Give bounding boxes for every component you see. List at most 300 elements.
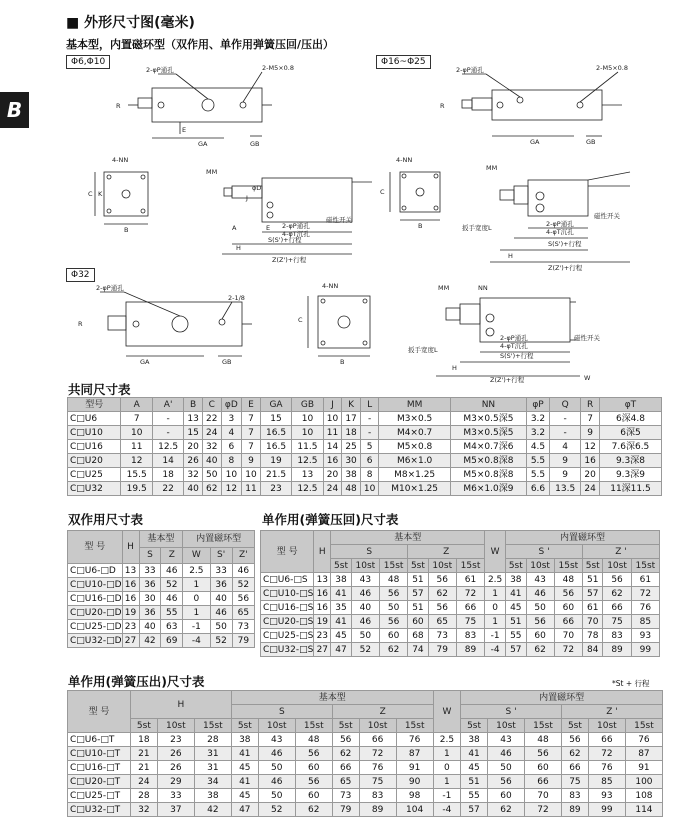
table-cell: 100: [625, 775, 662, 789]
table-row: [68, 606, 255, 620]
table-cell: 40: [184, 482, 203, 496]
table-cell: 47: [331, 643, 351, 657]
table-cell: 33: [157, 789, 194, 803]
table-cell: 76: [625, 733, 662, 747]
table-cell: 55: [461, 789, 488, 803]
table-cell: M3×0.5深5: [450, 426, 526, 440]
label-e-a: E: [182, 126, 187, 134]
stroke-subheader: 15st: [524, 719, 561, 733]
label-2p-a: 2-φP通孔: [282, 222, 310, 230]
table-cell: 62: [202, 482, 221, 496]
table-cell: 65: [428, 615, 456, 629]
table-cell: 33: [210, 564, 232, 578]
table-cell: 0: [433, 761, 460, 775]
table-cell: 46: [161, 564, 183, 578]
table-cell: 66: [588, 733, 625, 747]
column-header: R: [581, 398, 600, 412]
table-cell: 75: [603, 615, 631, 629]
label-mm-c: MM: [438, 284, 450, 292]
table-cell: 56: [332, 733, 359, 747]
table-cell: 75: [359, 775, 396, 789]
label-gb-a: GB: [250, 140, 260, 148]
col-w: W: [183, 547, 210, 564]
table-cell: 89: [456, 643, 484, 657]
table-cell: 56: [562, 733, 589, 747]
table-cell: 93: [588, 789, 625, 803]
table-cell: 56: [379, 587, 407, 601]
label-rc-c: 2-1/8: [228, 294, 245, 302]
stroke-subheader: 15st: [396, 719, 433, 733]
col-h: H: [122, 531, 139, 564]
table-cell: M3×0.5深5: [450, 412, 526, 426]
table-cell: 10: [121, 426, 152, 440]
table-cell: 66: [603, 601, 631, 615]
extend-table-note: *St + 行程: [612, 679, 650, 688]
table-cell: 13: [122, 564, 139, 578]
col-w: W: [485, 531, 506, 573]
col-model: 型 号: [68, 691, 131, 733]
table-cell: 60: [295, 761, 332, 775]
table-cell: 11.5: [292, 440, 323, 454]
label-switch-b: 磁性开关: [594, 212, 620, 220]
table-cell: 48: [342, 482, 361, 496]
table-cell: 10: [292, 412, 323, 426]
model-cell: C□U16: [68, 440, 121, 454]
table-cell: 72: [554, 643, 582, 657]
table-cell: 28: [131, 789, 158, 803]
table-cell: 9: [581, 426, 600, 440]
table-cell: 11深11.5: [599, 482, 661, 496]
common-table: [67, 397, 662, 496]
table-cell: 46: [210, 606, 232, 620]
label-ga-c: GA: [140, 358, 150, 366]
table-cell: 40: [351, 601, 379, 615]
table-cell: -: [549, 426, 580, 440]
table-cell: 10: [242, 468, 261, 482]
table-cell: 36: [139, 606, 161, 620]
table-cell: 56: [295, 747, 332, 761]
label-nn2-c: NN: [478, 284, 488, 292]
drawing-6-10-top: [128, 72, 272, 138]
table-cell: 51: [408, 601, 428, 615]
table-cell: 69: [161, 634, 183, 648]
table-cell: 76: [359, 761, 396, 775]
table-cell: 63: [161, 620, 183, 634]
table-cell: 38: [331, 573, 351, 587]
stroke-subheader: 5st: [231, 719, 258, 733]
table-cell: 72: [588, 747, 625, 761]
table-cell: 43: [351, 573, 379, 587]
col-z: Z: [161, 547, 183, 564]
table-cell: -: [152, 412, 183, 426]
column-header: MM: [379, 398, 450, 412]
model-cell: C□U25-□D: [68, 620, 123, 634]
stroke-subheader: 5st: [506, 559, 526, 573]
model-cell: C□U20: [68, 454, 121, 468]
table-cell: 23: [157, 733, 194, 747]
table-cell: 41: [506, 587, 526, 601]
label-ga-b: GA: [530, 138, 540, 146]
table-cell: 62: [295, 803, 332, 817]
table-cell: 21: [131, 747, 158, 761]
table-cell: 19: [122, 606, 139, 620]
table-cell: 45: [506, 601, 526, 615]
table-cell: 62: [379, 643, 407, 657]
label-w-c: W: [584, 374, 591, 382]
label-e2-a: E: [266, 224, 271, 232]
table-cell: 84: [583, 643, 603, 657]
table-row: [261, 615, 660, 629]
table-cell: 50: [210, 620, 232, 634]
table-cell: 10: [360, 482, 379, 496]
table-row: [261, 573, 660, 587]
column-header: GB: [292, 398, 323, 412]
table-cell: 7: [242, 412, 261, 426]
label-k-a: K: [98, 190, 103, 198]
table-cell: 9: [549, 468, 580, 482]
table-cell: 52: [210, 634, 232, 648]
table-cell: M5×0.8深8: [450, 468, 526, 482]
label-switch-c: 磁性开关: [574, 334, 600, 342]
col-z2: Z ': [562, 705, 663, 719]
col-z: Z: [332, 705, 433, 719]
table-cell: 42: [139, 634, 161, 648]
table-cell: 1: [485, 587, 506, 601]
table-cell: 13: [184, 412, 203, 426]
col-s2: S': [210, 547, 232, 564]
table-cell: -4: [183, 634, 210, 648]
model-cell: C□U6-□T: [68, 733, 131, 747]
table-cell: 57: [583, 587, 603, 601]
label-ga-a: GA: [198, 140, 208, 148]
table-cell: 19: [260, 454, 291, 468]
table-cell: 6深4.8: [599, 412, 661, 426]
table-cell: 62: [487, 803, 524, 817]
table-cell: 61: [631, 573, 659, 587]
col-s: S: [331, 545, 408, 559]
model-cell: C□U10: [68, 426, 121, 440]
table-cell: 56: [379, 615, 407, 629]
table-cell: 13: [292, 468, 323, 482]
table-cell: 46: [526, 587, 554, 601]
label-z-a: Z(Z')+行程: [272, 256, 307, 264]
table-row: [68, 454, 662, 468]
table-cell: 73: [232, 620, 254, 634]
label-s-b: S(S')+行程: [548, 240, 582, 248]
table-cell: M4×0.7深6: [450, 440, 526, 454]
size-label-16-25: Φ16~Φ25: [376, 55, 431, 69]
column-header: C: [202, 398, 221, 412]
stroke-subheader: 5st: [332, 719, 359, 733]
table-cell: -: [360, 426, 379, 440]
table-cell: 26: [184, 454, 203, 468]
table-cell: 62: [332, 747, 359, 761]
model-cell: C□U16-□D: [68, 592, 123, 606]
table-cell: M5×0.8深8: [450, 454, 526, 468]
table-cell: 32: [131, 803, 158, 817]
table-cell: 60: [487, 789, 524, 803]
table-row: [261, 601, 660, 615]
table-cell: 56: [526, 615, 554, 629]
model-cell: C□U32-□T: [68, 803, 131, 817]
table-cell: 2.5: [183, 564, 210, 578]
table-cell: 15.5: [121, 468, 152, 482]
table-cell: 40: [139, 620, 161, 634]
table-cell: 56: [554, 587, 582, 601]
table-cell: 21.5: [260, 468, 291, 482]
table-row: [261, 629, 660, 643]
table-cell: 21: [131, 761, 158, 775]
table-cell: 56: [524, 747, 561, 761]
column-header: GA: [260, 398, 291, 412]
table-cell: M6×1.0: [379, 454, 450, 468]
table-cell: 6.6: [527, 482, 550, 496]
table-cell: 45: [331, 629, 351, 643]
table-cell: 75: [562, 775, 589, 789]
table-cell: 41: [231, 747, 258, 761]
stroke-subheader: 15st: [379, 559, 407, 573]
table-cell: 57: [506, 643, 526, 657]
column-header: 型号: [68, 398, 121, 412]
table-cell: 24: [581, 482, 600, 496]
table-cell: 60: [379, 629, 407, 643]
model-cell: C□U16-□T: [68, 761, 131, 775]
table-cell: 1: [183, 578, 210, 592]
label-nn-c: 4-NN: [322, 282, 339, 290]
table-cell: 6深5: [599, 426, 661, 440]
table-cell: 26: [157, 747, 194, 761]
table-cell: 47: [231, 803, 258, 817]
stroke-subheader: 10st: [157, 719, 194, 733]
table-cell: 30: [139, 592, 161, 606]
table-cell: 19: [314, 615, 331, 629]
stroke-subheader: 5st: [408, 559, 428, 573]
table-cell: 28: [194, 733, 231, 747]
table-cell: 89: [562, 803, 589, 817]
stroke-subheader: 15st: [194, 719, 231, 733]
table-cell: 38: [231, 733, 258, 747]
table-cell: 72: [631, 587, 659, 601]
label-switch-a: 磁性开关: [326, 216, 352, 224]
table-cell: 50: [379, 601, 407, 615]
table-cell: 4: [221, 426, 242, 440]
table-cell: 46: [232, 564, 254, 578]
stroke-subheader: 5st: [461, 719, 488, 733]
table-cell: 23: [314, 629, 331, 643]
column-header: L: [360, 398, 379, 412]
table-cell: 78: [583, 629, 603, 643]
table-cell: 89: [603, 643, 631, 657]
table-cell: 3: [221, 412, 242, 426]
table-cell: 76: [396, 733, 433, 747]
table-cell: 7: [121, 412, 152, 426]
table-cell: 0: [485, 601, 506, 615]
label-m5-b: 2-M5×0.8: [596, 64, 629, 72]
table-cell: 79: [232, 634, 254, 648]
table-cell: 56: [603, 573, 631, 587]
model-cell: C□U20-□D: [68, 606, 123, 620]
table-cell: 52: [351, 643, 379, 657]
table-cell: 45: [231, 761, 258, 775]
table-cell: 19.5: [121, 482, 152, 496]
table-cell: 62: [526, 643, 554, 657]
stroke-subheader: 10st: [487, 719, 524, 733]
label-c-c: C: [298, 316, 303, 324]
model-cell: C□U25-□S: [261, 629, 314, 643]
col-h: H: [131, 691, 232, 719]
col-model: 型 号: [68, 531, 123, 564]
table-cell: 83: [603, 629, 631, 643]
table-cell: 22: [152, 482, 183, 496]
col-s: S: [231, 705, 332, 719]
stroke-subheader: 10st: [351, 559, 379, 573]
table-cell: 91: [396, 761, 433, 775]
table-cell: 7: [581, 412, 600, 426]
column-header: A: [121, 398, 152, 412]
table-row: [68, 578, 255, 592]
table-cell: 108: [625, 789, 662, 803]
size-label-32: Φ32: [66, 268, 95, 282]
table-row: [68, 789, 663, 803]
table-cell: 93: [631, 629, 659, 643]
table-cell: 4: [549, 440, 580, 454]
table-cell: 8: [360, 468, 379, 482]
col-z: Z: [408, 545, 485, 559]
table-cell: 83: [562, 789, 589, 803]
table-cell: 51: [408, 573, 428, 587]
table-cell: 45: [231, 789, 258, 803]
table-cell: 16: [314, 587, 331, 601]
table-cell: 83: [359, 789, 396, 803]
page-title-text: 外形尺寸图(毫米): [84, 15, 195, 31]
table-cell: 99: [588, 803, 625, 817]
table-cell: 40: [210, 592, 232, 606]
label-nn-b: 4-NN: [396, 156, 413, 164]
table-cell: 8: [221, 454, 242, 468]
table-cell: 46: [351, 587, 379, 601]
table-cell: 3.2: [527, 412, 550, 426]
table-cell: 60: [295, 789, 332, 803]
label-b-c: B: [340, 358, 345, 366]
table-cell: 56: [295, 775, 332, 789]
table-cell: 56: [487, 775, 524, 789]
table-cell: 24: [131, 775, 158, 789]
table-cell: 46: [161, 592, 183, 606]
table-cell: 9: [549, 454, 580, 468]
common-table-title: 共同尺寸表: [68, 382, 131, 397]
table-cell: 11: [242, 482, 261, 496]
table-cell: 50: [351, 629, 379, 643]
table-cell: 7.6深6.5: [599, 440, 661, 454]
table-cell: 90: [396, 775, 433, 789]
column-header: φD: [221, 398, 242, 412]
table-row: [68, 592, 255, 606]
table-cell: 12: [221, 482, 242, 496]
col-s2: S ': [506, 545, 583, 559]
table-cell: 14: [323, 440, 342, 454]
table-cell: 42: [194, 803, 231, 817]
size-label-6-10: Φ6,Φ10: [66, 55, 110, 69]
table-cell: 46: [258, 747, 295, 761]
label-gb-c: GB: [222, 358, 232, 366]
stroke-subheader: 10st: [258, 719, 295, 733]
label-r-b: R: [440, 102, 445, 110]
table-cell: 18: [152, 468, 183, 482]
table-cell: 20: [581, 468, 600, 482]
table-cell: 60: [554, 601, 582, 615]
table-cell: 23: [122, 620, 139, 634]
table-cell: 48: [524, 733, 561, 747]
stroke-subheader: 10st: [359, 719, 396, 733]
table-cell: 20: [184, 440, 203, 454]
label-r-a: R: [116, 102, 121, 110]
table-cell: 72: [524, 803, 561, 817]
model-cell: C□U32-□D: [68, 634, 123, 648]
table-cell: M4×0.7: [379, 426, 450, 440]
table-cell: 43: [487, 733, 524, 747]
table-cell: 6: [221, 440, 242, 454]
table-cell: 51: [583, 573, 603, 587]
label-4t-c: 4-φT沉孔: [500, 342, 528, 350]
table-cell: 30: [342, 454, 361, 468]
table-cell: 70: [554, 629, 582, 643]
table-cell: 85: [631, 615, 659, 629]
table-cell: 66: [562, 761, 589, 775]
table-cell: 57: [461, 803, 488, 817]
table-row: [68, 426, 662, 440]
column-header: B: [184, 398, 203, 412]
table-cell: 66: [456, 601, 484, 615]
table-cell: 12.5: [152, 440, 183, 454]
column-header: K: [342, 398, 361, 412]
label-2p-b: 2-φP通孔: [546, 220, 574, 228]
table-cell: 85: [588, 775, 625, 789]
dimension-drawings: [0, 0, 676, 385]
table-cell: 20: [323, 468, 342, 482]
table-cell: -4: [433, 803, 460, 817]
table-cell: 13.5: [549, 482, 580, 496]
table-cell: 3.2: [527, 426, 550, 440]
table-cell: -1: [183, 620, 210, 634]
label-2p-c: 2-φP通孔: [500, 334, 528, 342]
table-cell: 15: [184, 426, 203, 440]
table-cell: 40: [202, 454, 221, 468]
table-cell: 46: [258, 775, 295, 789]
model-cell: C□U20-□T: [68, 775, 131, 789]
table-cell: 104: [396, 803, 433, 817]
table-cell: 9.3深9: [599, 468, 661, 482]
table-cell: 26: [157, 761, 194, 775]
table-cell: 5.5: [527, 454, 550, 468]
col-w: W: [433, 691, 460, 733]
label-h-c: H: [452, 364, 457, 372]
table-cell: 16: [314, 601, 331, 615]
table-cell: 25: [342, 440, 361, 454]
table-cell: 15: [260, 412, 291, 426]
model-cell: C□U6-□S: [261, 573, 314, 587]
model-cell: C□U6: [68, 412, 121, 426]
table-cell: 14: [152, 454, 183, 468]
table-cell: 66: [554, 615, 582, 629]
table-cell: 62: [562, 747, 589, 761]
table-row: [68, 761, 663, 775]
table-cell: 55: [161, 606, 183, 620]
col-h: H: [314, 531, 331, 573]
table-row: [68, 564, 255, 578]
col-basic: 基本型: [331, 531, 485, 545]
label-4t-a: 4-φT沉孔: [282, 230, 310, 238]
table-cell: 43: [526, 573, 554, 587]
